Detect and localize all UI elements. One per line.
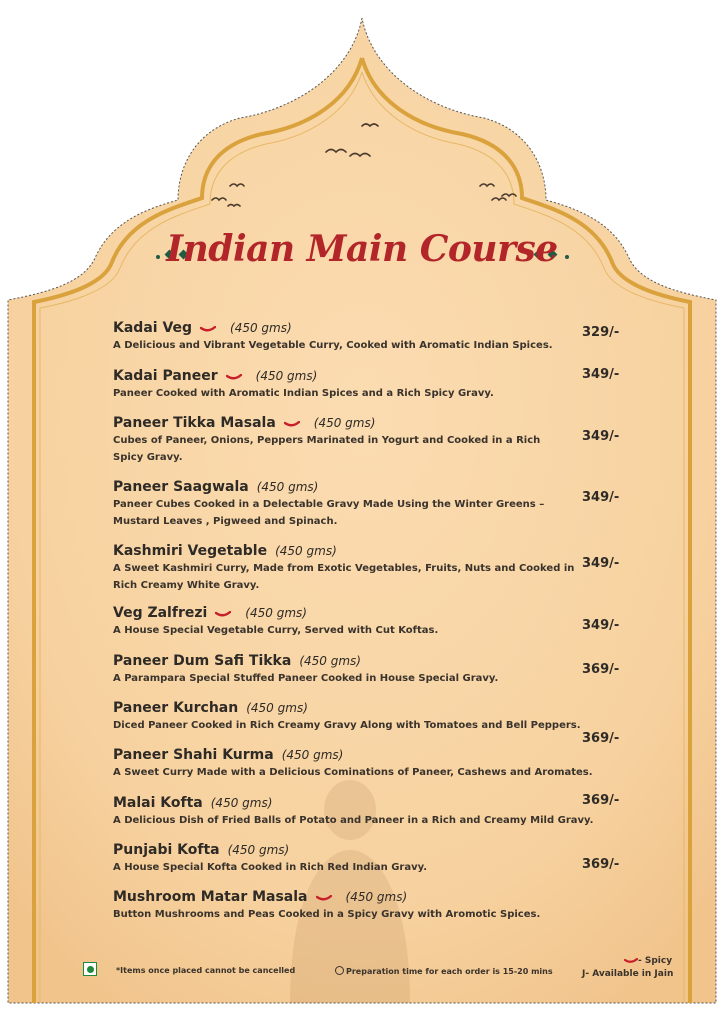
item-name: Punjabi Kofta (113, 842, 220, 858)
legend-spicy-label: - Spicy (638, 956, 673, 966)
item-name-line (113, 793, 603, 812)
item-price: 369/- (582, 857, 620, 872)
item-description: Paneer Cooked with Aromatic Indian Spices and a Rich Spicy Gravy. (113, 388, 494, 399)
item-description: Mustard Leaves , Pigweed and Spinach. (113, 516, 338, 527)
item-name: Paneer Tikka Masala (113, 415, 276, 431)
item-description: Rich Creamy White Gravy. (113, 580, 260, 591)
item-name-line (113, 698, 603, 717)
item-name: Paneer Kurchan (113, 700, 239, 716)
item-name-line (113, 413, 603, 432)
item-price: 349/- (582, 618, 620, 633)
menu-item (113, 651, 603, 687)
item-description: Cubes of Paneer, Onions, Peppers Marinated in Yogurt and Cooked in a Rich (113, 435, 541, 446)
item-quantity: (450 gms) (227, 843, 290, 857)
menu-item (113, 318, 603, 354)
menu-item (113, 887, 603, 923)
item-name-line (113, 318, 603, 337)
item-description: Spicy Gravy. (113, 452, 183, 463)
item-quantity: (450 gms) (275, 544, 337, 558)
chili-icon (624, 958, 638, 964)
menu-item (113, 745, 603, 781)
item-description: Paneer Cubes Cooked in a Delectable Gravy Made Using the Winter Greens – (113, 499, 545, 510)
prep-time-text: Preparation time for each order is 15-20 mins (346, 967, 553, 976)
item-description: A Sweet Curry Made with a Delicious Cominations of Paneer, Cashews and Aromates. (113, 767, 593, 778)
legend-spicy (624, 956, 672, 966)
menu-item (113, 541, 603, 594)
menu-item (113, 603, 603, 639)
item-quantity: (450 gms) (281, 748, 344, 762)
prep-time-note (335, 966, 553, 976)
chili-icon (215, 604, 231, 622)
item-description: A Delicious Dish of Fried Balls of Potato and Paneer in a Rich and Creamy Mild Gravy. (113, 815, 594, 826)
cancel-note: *Items once placed cannot be cancelled (116, 966, 296, 975)
item-price: 349/- (582, 429, 620, 444)
item-name-line (113, 366, 603, 385)
chili-icon (284, 414, 300, 432)
item-name-line (113, 603, 603, 622)
item-price: 349/- (582, 367, 620, 382)
menu-item (113, 477, 603, 530)
item-quantity: (450 gms) (299, 654, 361, 668)
item-quantity: (450 gms) (256, 480, 319, 494)
item-description: A House Special Vegetable Curry, Served with Cut Koftas. (113, 625, 439, 636)
item-price: 369/- (582, 731, 620, 746)
menu-title: Indian Main Course (166, 228, 558, 270)
item-description: A Delicious and Vibrant Vegetable Curry, Cooked with Aromatic Indian Spices. (113, 340, 553, 351)
item-description: A Sweet Kashmiri Curry, Made from Exotic Vegetables, Fruits, Nuts and Cooked in (113, 563, 575, 574)
item-name-line (113, 840, 603, 859)
item-quantity: (450 gms) (345, 890, 408, 904)
clock-icon (335, 966, 344, 975)
item-price: 329/- (582, 325, 620, 340)
chili-icon (316, 888, 332, 906)
veg-symbol-icon (83, 962, 97, 976)
item-description: A Parampara Special Stuffed Paneer Cooked in House Special Gravy. (113, 673, 499, 684)
item-quantity: (450 gms) (230, 321, 292, 335)
item-name: Kadai Paneer (113, 368, 218, 384)
item-price: 349/- (582, 490, 620, 505)
item-name: Kashmiri Vegetable (113, 543, 268, 559)
item-name-line (113, 477, 603, 496)
item-quantity: (450 gms) (246, 701, 308, 715)
item-description: Button Mushrooms and Peas Cooked in a Spicy Gravy with Aromotic Spices. (113, 909, 541, 920)
item-quantity: (450 gms) (245, 606, 307, 620)
item-quantity: (450 gms) (313, 416, 376, 430)
item-name: Paneer Saagwala (113, 479, 249, 495)
item-price: 369/- (582, 793, 620, 808)
item-price: 349/- (582, 556, 620, 571)
item-name-line (113, 651, 603, 670)
item-description: Diced Paneer Cooked in Rich Creamy Gravy Along with Tomatoes and Bell Peppers. (113, 720, 581, 731)
item-name-line (113, 887, 603, 906)
menu-item (113, 793, 603, 829)
item-quantity: (450 gms) (255, 369, 318, 383)
chili-icon (226, 367, 242, 385)
item-name: Paneer Dum Safi Tikka (113, 653, 292, 669)
item-name-line (113, 541, 603, 560)
menu-item (113, 413, 603, 466)
item-name: Malai Kofta (113, 795, 203, 811)
legend-jain: J- Available in Jain (582, 969, 674, 979)
item-description: A House Special Kofta Cooked in Rich Red Indian Gravy. (113, 862, 428, 873)
item-name: Paneer Shahi Kurma (113, 747, 274, 763)
item-name: Mushroom Matar Masala (113, 889, 308, 905)
item-name: Veg Zalfrezi (113, 605, 208, 621)
menu-item (113, 698, 603, 734)
chili-icon (200, 319, 216, 337)
item-quantity: (450 gms) (210, 796, 273, 810)
item-name-line (113, 745, 603, 764)
item-name: Kadai Veg (113, 320, 193, 336)
menu-item (113, 840, 603, 876)
menu-item (113, 366, 603, 402)
item-price: 369/- (582, 662, 620, 677)
